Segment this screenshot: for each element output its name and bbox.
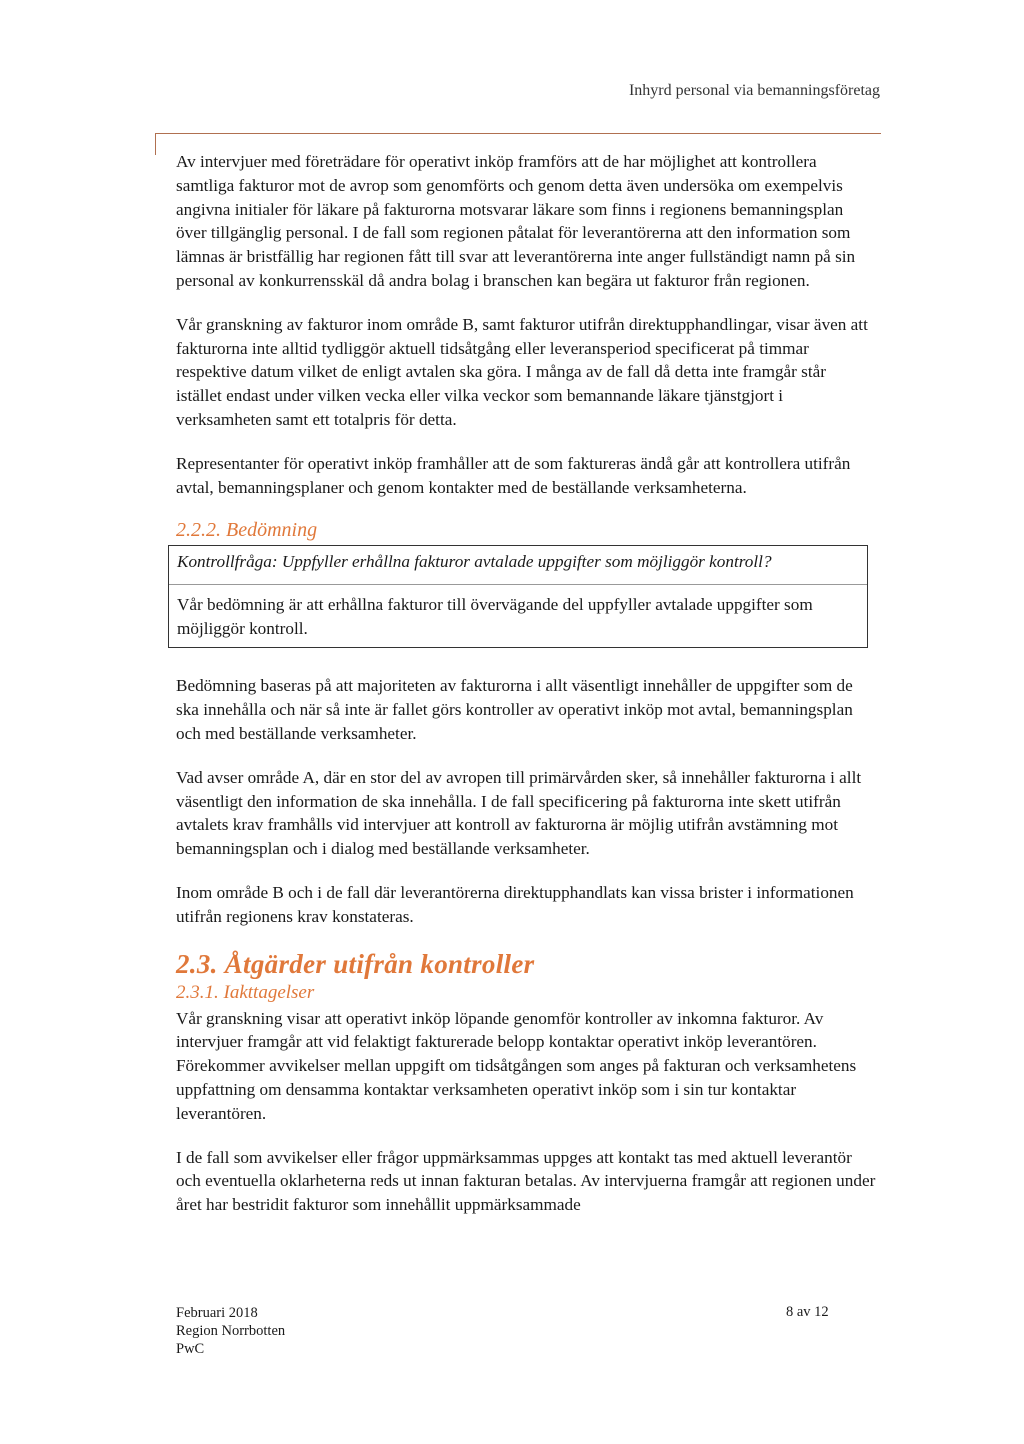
paragraph: Inom område B och i de fall där leverantörerna direktupphandlats kan vissa brister i informationen utifrån regionens krav konstateras.: [176, 882, 854, 926]
header-rule-corner: [155, 133, 156, 155]
footer-date: Februari 2018: [176, 1305, 258, 1321]
paragraph: Representanter för operativt inköp framhåller att de som faktureras ändå går att kontrollera utifrån avtal, bemanningsplaner och genom kontakter med de beställande verksamheterna.: [176, 453, 851, 497]
section-heading-2-3-1: 2.3.1. Iakttagelser: [176, 981, 315, 1003]
footer-firm: PwC: [176, 1341, 205, 1357]
assessment-box: [168, 545, 868, 648]
section-heading-2-2-2: 2.2.2. Bedömning: [176, 519, 318, 542]
body-content: [176, 150, 876, 1237]
header-rule: [155, 133, 881, 134]
paragraph: Vår granskning av fakturor inom område B, samt fakturor utifrån direktupphandlingar, visar även att fakturorna inte alltid tydliggör aktuell tidsåtgång eller leveransperiod specificerat på timmar respektive datum vilket de enligt avtalen ska göra. I många av de fall då detta inte framgår står istället endast under vilken vecka eller vilka veckor som bemannande läkare tjänstgjort i verksamheten samt ett totalpris för detta.: [176, 314, 868, 429]
section-heading-2-3: 2.3. Åtgärder utifrån kontroller: [176, 948, 535, 979]
paragraph: Vår granskning visar att operativt inköp löpande genomför kontroller av inkomna fakturor. Av intervjuer framgår att vid felaktigt fakturerade belopp kontaktar operativt inköp leverantören. Förekommer avvikelser mellan uppgift om tidsåtgången som anges på fakturan och verksamhetens uppfattning om densamma kontaktar verksamheten operativt inköp som i sin tur kontaktar leverantören.: [176, 1008, 857, 1123]
footer: [176, 1304, 285, 1358]
paragraph: I de fall som avvikelser eller frågor uppmärksammas uppges att kontakt tas med aktuell leverantör och eventuella oklarheterna reds ut innan fakturan betalas. Av intervjuerna framgår att regionen under året har bestridit fakturor som innehållit uppmärksammade: [176, 1147, 876, 1215]
assessment-answer: Vår bedömning är att erhållna fakturor till övervägande del uppfyller avtalade uppgifter som möjliggör kontroll.: [177, 595, 813, 639]
paragraph: Vad avser område A, där en stor del av avropen till primärvården sker, så innehåller fakturorna i allt väsentligt den information de ska innehålla. I de fall specificering på fakturorna inte skett utifrån avtalets krav framhålls vid intervjuer att kontroll av fakturorna är möjlig utifrån avstämning mot bemanningsplan och i dialog med beställande verksamheter.: [176, 767, 862, 859]
control-question: Kontrollfråga: Uppfyller erhållna fakturor avtalade uppgifter som möjliggör kontroll?: [169, 550, 867, 585]
paragraph: Bedömning baseras på att majoriteten av fakturorna i allt väsentligt innehåller de uppgifter som de ska innehålla och när så inte är fallet görs kontroller av operativt inköp mot avtal, bemanningsplan och med beställande verksamheter.: [176, 676, 853, 743]
footer-org: Region Norrbotten: [176, 1323, 286, 1339]
running-header: Inhyrd personal via bemanningsföretag: [628, 82, 880, 99]
page-number: 8 av 12: [786, 1304, 829, 1320]
paragraph: Av intervjuer med företrädare för operativt inköp framförs att de har möjlighet att kontrollera samtliga fakturor mot de avrop som genomförts och genom detta även undersöka om exempelvis angivna initialer för läkare på fakturorna motsvarar läkare som finns i regionens bemanningsplan över tillgänglig personal. I de fall som regionen påtalat för leverantörerna att den information som lämnas är bristfällig har regionen fått till svar att leverantörerna inte anger fullständigt namn på sin personal av konkurrensskäl då andra bolag i branschen kan begära ut fakturor från regionen.: [176, 152, 856, 290]
